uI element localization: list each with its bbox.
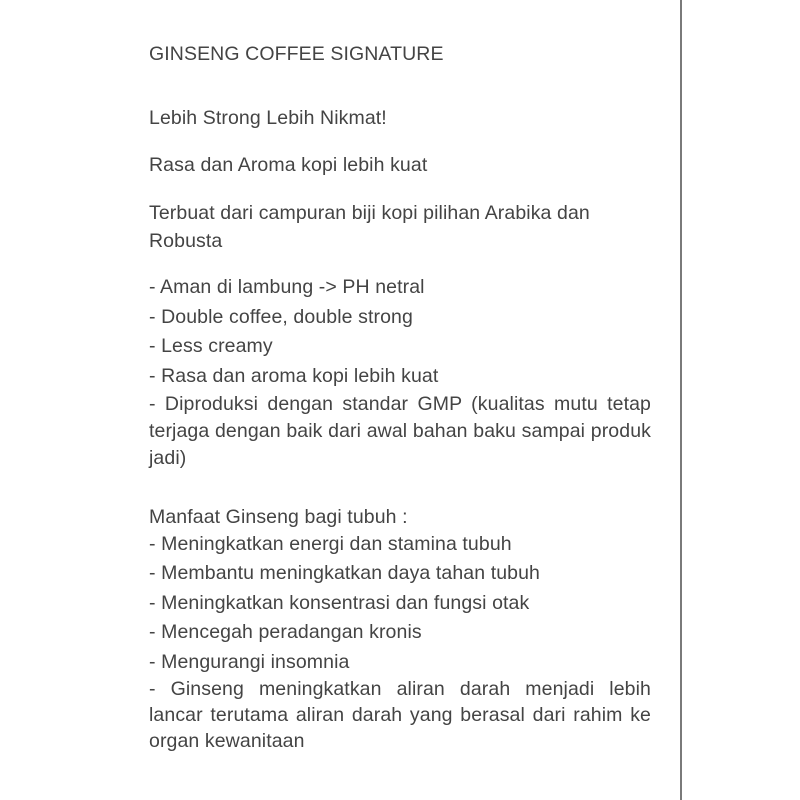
description: Terbuat dari campuran biji kopi pilihan Arabika dan Robusta <box>149 202 590 252</box>
product-description <box>149 40 651 754</box>
vertical-divider <box>680 0 682 800</box>
list-item: - Meningkatkan energi dan stamina tubuh <box>149 532 512 555</box>
list-item-blood-flow: - Ginseng meningkatkan aliran darah menjadi lebih lancar terutama aliran darah yang berasal dari rahim ke organ kewanitaan <box>149 677 651 752</box>
list-item: - Mencegah peradangan kronis <box>149 621 422 643</box>
list-item: - Membantu meningkatkan daya tahan tubuh <box>149 562 541 584</box>
product-title: GINSENG COFFEE SIGNATURE <box>149 43 444 65</box>
list-item: - Less creamy <box>149 335 273 357</box>
list-item: - Mengurangi insomnia <box>149 650 350 673</box>
tagline: Lebih Strong Lebih Nikmat! <box>149 107 387 129</box>
list-item: - Rasa dan aroma kopi lebih kuat <box>149 364 439 387</box>
subtitle: Rasa dan Aroma kopi lebih kuat <box>149 154 428 176</box>
list-item-gmp: - Diproduksi dengan standar GMP (kualitas mutu tetap terjaga dengan baik dari awal bahan baku sampai produk jadi) <box>149 392 651 469</box>
benefits-heading: Manfaat Ginseng bagi tubuh : <box>149 505 408 528</box>
features-list <box>149 273 651 391</box>
list-item: - Double coffee, double strong <box>149 305 413 328</box>
list-item: - Aman di lambung -> PH netral <box>149 276 425 298</box>
list-item: - Meningkatkan konsentrasi dan fungsi otak <box>149 591 530 614</box>
benefits-list <box>149 530 651 676</box>
